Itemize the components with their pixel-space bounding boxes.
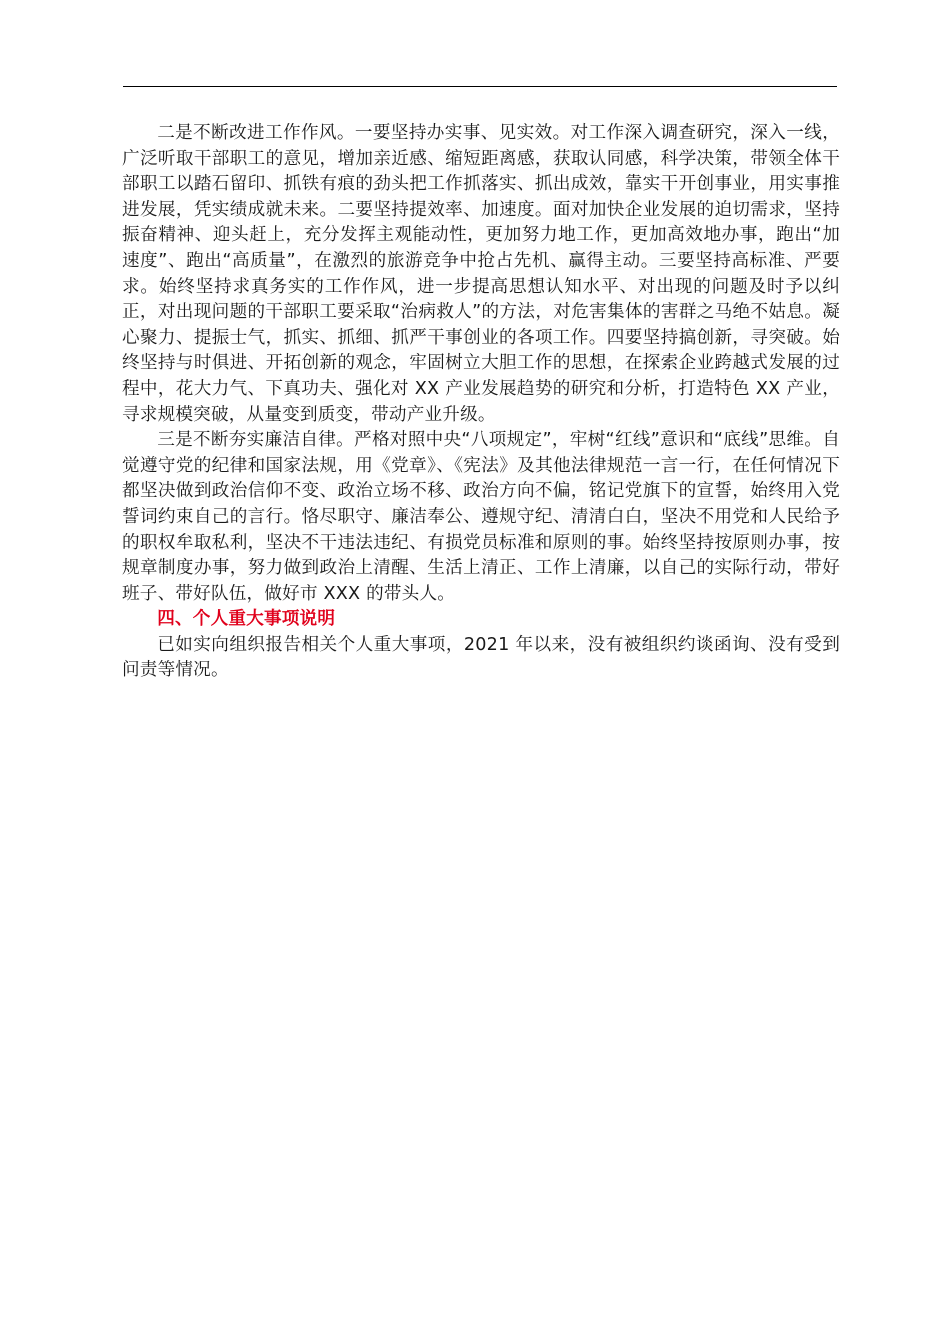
paragraph-integrity: 三是不断夯实廉洁自律。严格对照中央“八项规定”，牢树“红线”意识和“底线”思维。自觉遵守党的纪律和国家法规，用《党章》、《宪法》及其他法律规范一言一行，在任何情况下都坚决做到政治信仰不变、政治立场不移、政治方向不偏，铭记党旗下的宣誓，始终用入党誓词约束自己的言行。恪尽职守、廉洁奉公、遵规守纪、清清白白，坚决不用党和人民给予的职权牟取私利，坚决不干违法违纪、有损党员标准和原则的事。始终坚持按原则办事，按规章制度办事，努力做到政治上清醒、生活上清正、工作上清廉，以自己的实际行动，带好班子、带好队伍，做好市 XXX 的带头人。 xyxy=(122,430,840,604)
section-heading: 四、个人重大事项说明 xyxy=(157,609,336,630)
header-rule xyxy=(123,86,837,87)
document-body xyxy=(122,121,840,684)
paragraph-personal-matters: 已如实向组织报告相关个人重大事项，2021 年以来，没有被组织约谈函询、没有受到问责等情况。 xyxy=(122,634,840,681)
paragraph-work-style: 二是不断改进工作作风。一要坚持办实事、见实效。对工作深入调查研究，深入一线，广泛听取干部职工的意见，增加亲近感、缩短距离感，获取认同感，科学决策，带领全体干部职工以踏石留印、抓铁有痕的劲头把工作抓落实、抓出成效，靠实干开创事业，用实事推进发展，凭实绩成就未来。二要坚持提效率、加速度。面对加快企业发展的迫切需求，坚持振奋精神、迎头赶上，充分发挥主观能动性，更加努力地工作，更加高效地办事，跑出“加速度”、跑出“高质量”，在激烈的旅游竞争中抢占先机、赢得主动。三要坚持高标准、严要求。始终坚持求真务实的工作作风，进一步提高思想认知水平、对出现的问题及时予以纠正，对出现问题的干部职工要采取“治病救人”的方法，对危害集体的害群之马绝不姑息。凝心聚力、提振士气，抓实、抓细、抓严干事创业的各项工作。四要坚持搞创新，寻突破。始终坚持与时俱进、开拓创新的观念，牢固树立大胆工作的思想，在探索企业跨越式发展的过程中，花大力气、下真功夫、强化对 XX 产业发展趋势的研究和分析，打造特色 XX 产业，寻求规模突破，从量变到质变，带动产业升级。 xyxy=(122,123,840,425)
